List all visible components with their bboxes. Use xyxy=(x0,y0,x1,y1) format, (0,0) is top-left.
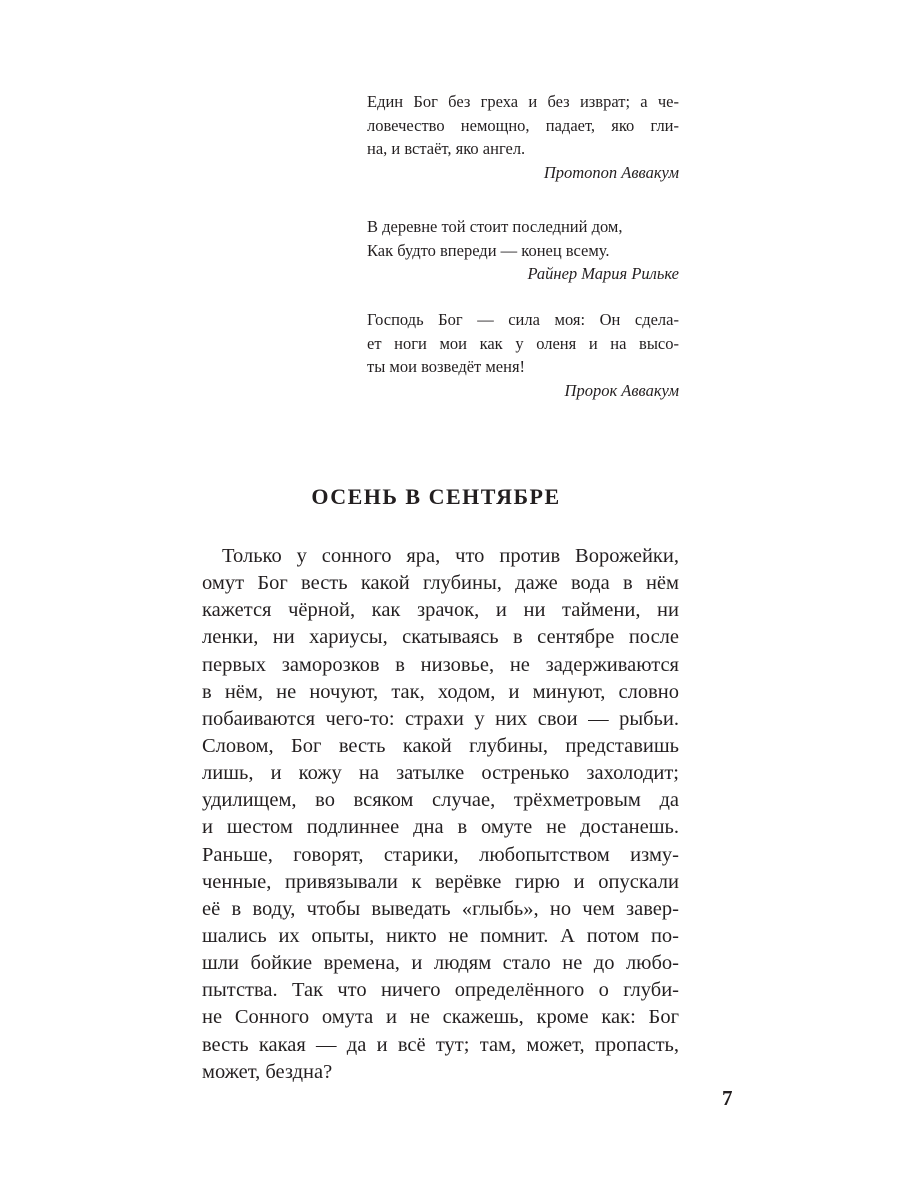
epigraph-line: Един Бог без греха и без изврат; а че- xyxy=(367,92,679,111)
body-line: омут Бог весть какой глубины, даже вода в нём xyxy=(202,572,679,595)
epigraph-2 xyxy=(367,215,679,286)
body-line: шли бойкие времена, и людям стало не до любо- xyxy=(202,952,679,975)
body-line: её в воду, чтобы выведать «глыбь», но чем завер- xyxy=(202,897,679,920)
body-line: Раньше, говорят, старики, любопытством изму- xyxy=(202,843,679,866)
body-line: пытства. Так что ничего определённого о глуби- xyxy=(202,979,679,1002)
body-line: весть какая — да и всё тут; там, может, пропасть, xyxy=(202,1033,679,1056)
body-text xyxy=(202,543,679,1086)
epigraph-author: Райнер Мария Рильке xyxy=(527,264,679,283)
body-line: ченные, привязывали к верёвке гирю и опускали xyxy=(202,870,679,893)
epigraph-line: В деревне той стоит последний дом, xyxy=(367,217,623,236)
epigraph-line: Как будто впереди — конец всему. xyxy=(367,240,610,260)
page-number: 7 xyxy=(722,1086,733,1110)
epigraph-line: на, и встаёт, яко ангел. xyxy=(367,139,526,158)
body-line: и шестом подлиннее дна в омуте не достанешь. xyxy=(202,816,679,839)
body-line: не Сонного омута и не скажешь, кроме как: Бог xyxy=(202,1006,679,1029)
body-line: лишь, и кожу на затылке остренько захолодит; xyxy=(202,762,679,785)
body-line: может, бездна? xyxy=(202,1060,333,1083)
body-line: шались их опыты, никто не помнит. А потом по- xyxy=(202,924,679,947)
chapter-title: ОСЕНЬ В СЕНТЯБРЕ xyxy=(311,484,561,509)
epigraph-line: Господь Бог — сила моя: Он сдела- xyxy=(367,310,679,329)
epigraph-line: ет ноги мои как у оленя и на высо- xyxy=(367,333,679,353)
epigraph-author: Протопоп Аввакум xyxy=(543,162,679,182)
epigraph-3 xyxy=(367,308,679,402)
body-line: удилищем, во всяком случае, трёхметровым да xyxy=(202,789,679,812)
body-line: кажется чёрной, как зрачок, и ни таймени, ни xyxy=(202,599,679,622)
body-line: ленки, ни хариусы, скатываясь в сентябре после xyxy=(202,626,679,649)
epigraph-line: ты мои возведёт меня! xyxy=(367,357,526,376)
body-line: Словом, Бог весть какой глубины, представишь xyxy=(202,734,679,757)
epigraph-1 xyxy=(367,90,679,184)
body-line: первых заморозков в низовье, не задерживаются xyxy=(202,653,679,676)
body-line: Только у сонного яра, что против Ворожейки, xyxy=(222,545,679,567)
body-line: в нём, не ночуют, так, ходом, и минуют, словно xyxy=(202,680,679,703)
epigraph-author: Пророк Аввакум xyxy=(564,380,679,400)
epigraph-line: ловечество немощно, падает, яко гли- xyxy=(367,115,679,135)
body-line: побаиваются чего-то: страхи у них свои — рыбьи. xyxy=(202,707,679,730)
